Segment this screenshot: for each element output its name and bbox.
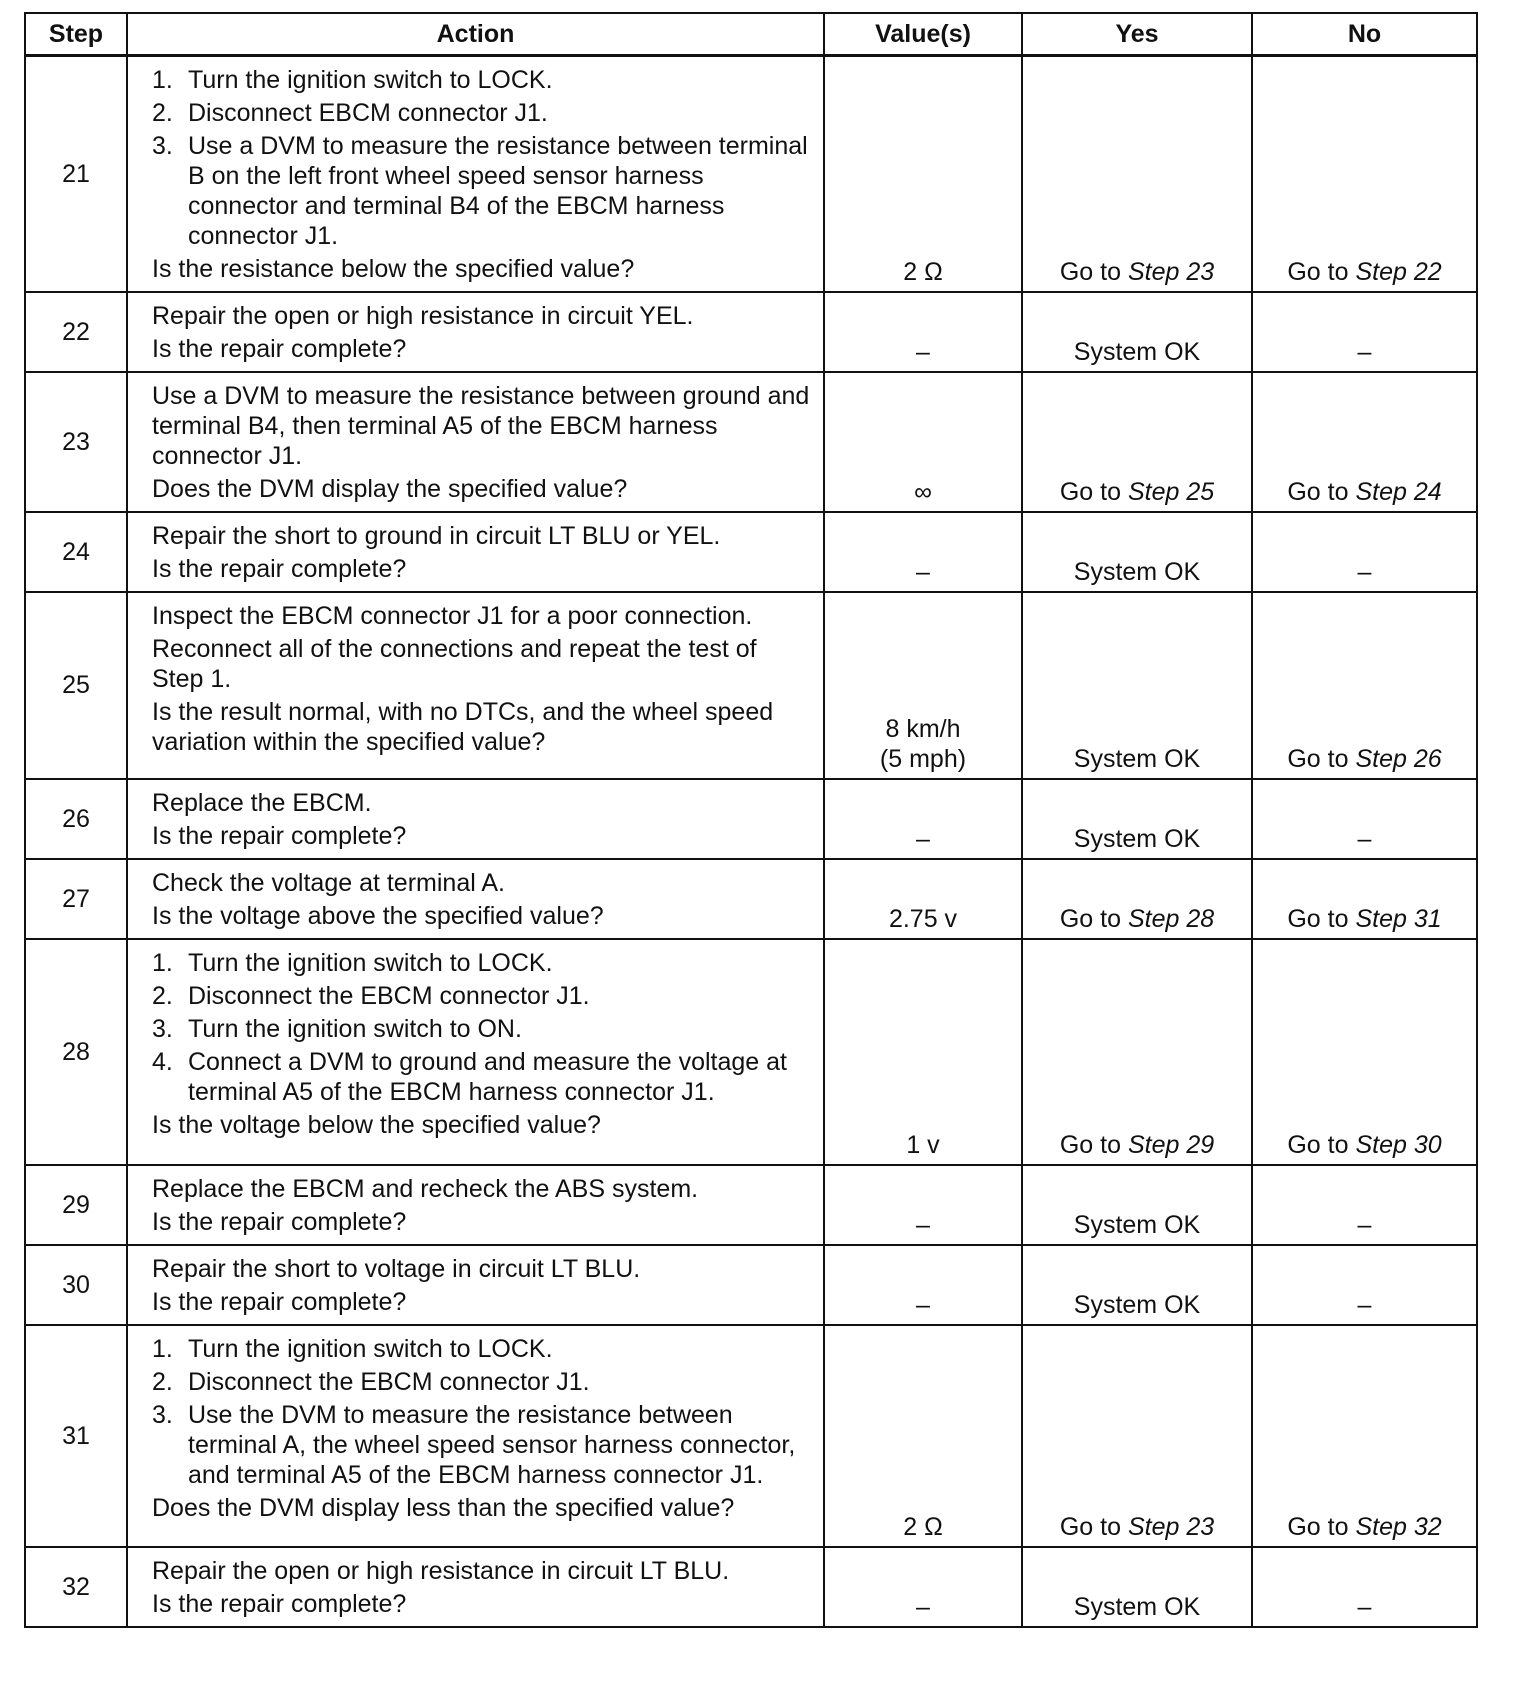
table-row — [25, 939, 1477, 1165]
action-step-text: Turn the ignition switch to ON. — [188, 1015, 522, 1043]
header-row — [25, 13, 1477, 56]
no-result-text: – — [1357, 558, 1372, 586]
step-number: 29 — [25, 1165, 127, 1245]
action-step — [152, 131, 813, 251]
table-row — [25, 859, 1477, 939]
step-number: 31 — [25, 1325, 127, 1547]
yes-target-step: Step 29 — [1127, 1131, 1215, 1159]
action-step-text: Use the DVM to measure the resistance between terminal A, the wheel speed sensor harness connector, and terminal A5 of the EBCM harness connector J1. — [188, 1401, 796, 1489]
action-step — [152, 981, 813, 1011]
action-cell — [127, 1165, 824, 1245]
action-step-text: Turn the ignition switch to LOCK. — [188, 1335, 553, 1363]
no-result-text: – — [1357, 1291, 1372, 1319]
action-question: Does the DVM display less than the specified value? — [152, 1494, 735, 1522]
no-target-step: Step 30 — [1355, 1131, 1442, 1159]
value-cell — [824, 1547, 1022, 1627]
action-text: Replace the EBCM. — [152, 789, 372, 817]
no-result-text: Go to — [1287, 258, 1349, 286]
no-result — [1252, 779, 1477, 859]
specified-value: 2 Ω — [903, 1513, 943, 1541]
action-cell — [127, 779, 824, 859]
action-step-number: 3. — [152, 132, 173, 160]
yes-result-text: Go to — [1059, 258, 1121, 286]
no-result — [1252, 372, 1477, 512]
specified-value: ∞ — [914, 478, 932, 506]
yes-result — [1022, 292, 1252, 372]
table-row — [25, 372, 1477, 512]
yes-result-text: Go to — [1059, 905, 1121, 933]
value-cell — [824, 1245, 1022, 1325]
no-result-text: Go to — [1287, 745, 1349, 773]
yes-target-step: Step 25 — [1127, 478, 1215, 506]
action-step-text: Turn the ignition switch to LOCK. — [188, 66, 553, 94]
specified-value: 1 v — [906, 1131, 940, 1159]
specified-value: – — [916, 1593, 930, 1621]
header-step: Step — [25, 13, 127, 56]
no-target-step: Step 32 — [1355, 1513, 1442, 1541]
diagnostic-table — [24, 12, 1478, 1628]
no-target-step: Step 22 — [1355, 258, 1442, 286]
no-result — [1252, 1245, 1477, 1325]
action-step — [152, 1400, 813, 1490]
yes-target-step: Step 23 — [1127, 1513, 1215, 1541]
value-cell — [824, 1165, 1022, 1245]
action-step — [152, 948, 813, 978]
yes-target-step: Step 23 — [1127, 258, 1215, 286]
no-result — [1252, 56, 1477, 293]
action-step-number: 1. — [152, 1335, 173, 1363]
action-text: Use a DVM to measure the resistance between ground and terminal B4, then terminal A5 of the EBCM harness connector J1. — [152, 382, 810, 470]
no-target-step: Step 26 — [1355, 745, 1442, 773]
action-question: Is the repair complete? — [152, 335, 407, 363]
action-cell — [127, 1325, 824, 1547]
no-result-text: Go to — [1287, 478, 1349, 506]
action-step-text: Disconnect EBCM connector J1. — [188, 99, 548, 127]
no-result-text: – — [1357, 825, 1372, 853]
action-cell — [127, 1547, 824, 1627]
action-step-number: 1. — [152, 66, 173, 94]
action-step-number: 4. — [152, 1048, 173, 1076]
action-text: Replace the EBCM and recheck the ABS system. — [152, 1175, 699, 1203]
action-cell — [127, 292, 824, 372]
specified-value: – — [916, 1291, 930, 1319]
action-text: Repair the short to ground in circuit LT BLU or YEL. — [152, 522, 721, 550]
header-no: No — [1252, 13, 1477, 56]
value-cell — [824, 1325, 1022, 1547]
action-step — [152, 65, 813, 95]
action-step-number: 2. — [152, 99, 173, 127]
no-result — [1252, 592, 1477, 779]
action-step-number: 3. — [152, 1015, 173, 1043]
yes-result-text: System OK — [1073, 1211, 1201, 1239]
step-number: 26 — [25, 779, 127, 859]
yes-result — [1022, 372, 1252, 512]
value-cell — [824, 512, 1022, 592]
action-step — [152, 1367, 813, 1397]
action-step-text: Disconnect the EBCM connector J1. — [188, 982, 590, 1010]
no-result — [1252, 512, 1477, 592]
specified-value: 8 km/h — [885, 715, 961, 743]
action-step — [152, 1334, 813, 1364]
table-row — [25, 779, 1477, 859]
yes-result — [1022, 592, 1252, 779]
no-result-text: – — [1357, 1211, 1372, 1239]
step-number: 22 — [25, 292, 127, 372]
yes-result-text: Go to — [1059, 1131, 1121, 1159]
yes-result-text: System OK — [1073, 558, 1201, 586]
specified-value: – — [916, 338, 930, 366]
table-row — [25, 592, 1477, 779]
action-step-number: 3. — [152, 1401, 173, 1429]
action-cell — [127, 512, 824, 592]
table-row — [25, 1547, 1477, 1627]
action-text: Repair the short to voltage in circuit LT BLU. — [152, 1255, 641, 1283]
table-row — [25, 1245, 1477, 1325]
no-result-text: Go to — [1287, 1131, 1349, 1159]
step-number: 32 — [25, 1547, 127, 1627]
action-cell — [127, 592, 824, 779]
no-target-step: Step 24 — [1355, 478, 1442, 506]
value-cell — [824, 779, 1022, 859]
yes-result-text: Go to — [1059, 478, 1121, 506]
action-question: Does the DVM display the specified value? — [152, 475, 628, 503]
action-text: Repair the open or high resistance in circuit YEL. — [152, 302, 694, 330]
value-cell — [824, 292, 1022, 372]
yes-result — [1022, 56, 1252, 293]
yes-result — [1022, 1325, 1252, 1547]
action-text: Inspect the EBCM connector J1 for a poor connection. — [152, 602, 753, 630]
step-number: 28 — [25, 939, 127, 1165]
yes-result — [1022, 1547, 1252, 1627]
yes-result-text: System OK — [1073, 825, 1201, 853]
action-step-number: 1. — [152, 949, 173, 977]
yes-target-step: Step 28 — [1127, 905, 1215, 933]
action-step — [152, 1014, 813, 1044]
no-result — [1252, 939, 1477, 1165]
yes-result — [1022, 939, 1252, 1165]
header-action: Action — [127, 13, 824, 56]
action-question: Is the result normal, with no DTCs, and the wheel speed variation within the specified value? — [152, 698, 774, 756]
action-text: Check the voltage at terminal A. — [152, 869, 505, 897]
value-cell — [824, 56, 1022, 293]
action-question: Is the resistance below the specified value? — [152, 255, 635, 283]
header-yes: Yes — [1022, 13, 1252, 56]
action-cell — [127, 56, 824, 293]
step-number: 21 — [25, 56, 127, 293]
no-result — [1252, 1547, 1477, 1627]
action-step-text: Use a DVM to measure the resistance between terminal B on the left front wheel speed sensor harness connector and terminal B4 of the EBCM harness connector J1. — [188, 132, 808, 250]
yes-result — [1022, 1245, 1252, 1325]
specified-value: – — [916, 1211, 930, 1239]
specified-value: (5 mph) — [879, 745, 967, 773]
yes-result-text: System OK — [1073, 1291, 1201, 1319]
header-values: Value(s) — [824, 13, 1022, 56]
no-result — [1252, 292, 1477, 372]
value-cell — [824, 939, 1022, 1165]
yes-result — [1022, 1165, 1252, 1245]
action-cell — [127, 939, 824, 1165]
action-step — [152, 98, 813, 128]
step-number: 24 — [25, 512, 127, 592]
yes-result — [1022, 779, 1252, 859]
value-cell — [824, 592, 1022, 779]
table-row — [25, 1325, 1477, 1547]
specified-value: – — [916, 825, 930, 853]
no-target-step: Step 31 — [1355, 905, 1442, 933]
no-result-text: Go to — [1287, 905, 1349, 933]
action-cell — [127, 859, 824, 939]
action-step — [152, 1047, 813, 1107]
value-cell — [824, 859, 1022, 939]
table-body — [25, 56, 1477, 1628]
action-step-text: Connect a DVM to ground and measure the voltage at terminal A5 of the EBCM harness connector J1. — [188, 1048, 787, 1106]
no-result-text: Go to — [1287, 1513, 1349, 1541]
specified-value: 2.75 v — [888, 905, 958, 933]
yes-result — [1022, 512, 1252, 592]
action-question: Is the repair complete? — [152, 1590, 407, 1618]
step-number: 27 — [25, 859, 127, 939]
action-step-text: Disconnect the EBCM connector J1. — [188, 1368, 590, 1396]
action-step-text: Turn the ignition switch to LOCK. — [188, 949, 553, 977]
no-result-text: – — [1357, 1593, 1372, 1621]
action-question: Is the repair complete? — [152, 822, 407, 850]
step-number: 25 — [25, 592, 127, 779]
table-row — [25, 56, 1477, 293]
action-question: Is the repair complete? — [152, 1288, 407, 1316]
action-steps-list — [152, 65, 813, 251]
action-question: Is the repair complete? — [152, 555, 407, 583]
table-row — [25, 292, 1477, 372]
action-step-number: 2. — [152, 1368, 173, 1396]
action-question: Is the repair complete? — [152, 1208, 407, 1236]
action-text: Repair the open or high resistance in circuit LT BLU. — [152, 1557, 730, 1585]
no-result — [1252, 1325, 1477, 1547]
action-steps-list — [152, 948, 813, 1107]
step-number: 30 — [25, 1245, 127, 1325]
table-row — [25, 1165, 1477, 1245]
action-question: Is the voltage below the specified value? — [152, 1111, 601, 1139]
yes-result-text: Go to — [1059, 1513, 1121, 1541]
action-cell — [127, 1245, 824, 1325]
yes-result — [1022, 859, 1252, 939]
yes-result-text: System OK — [1073, 1593, 1201, 1621]
action-cell — [127, 372, 824, 512]
yes-result-text: System OK — [1073, 338, 1201, 366]
step-number: 23 — [25, 372, 127, 512]
specified-value: – — [916, 558, 930, 586]
no-result — [1252, 859, 1477, 939]
action-text: Reconnect all of the connections and repeat the test of Step 1. — [152, 635, 757, 693]
no-result-text: – — [1357, 338, 1372, 366]
action-step-number: 2. — [152, 982, 173, 1010]
value-cell — [824, 372, 1022, 512]
no-result — [1252, 1165, 1477, 1245]
table-row — [25, 512, 1477, 592]
action-question: Is the voltage above the specified value? — [152, 902, 604, 930]
yes-result-text: System OK — [1073, 745, 1201, 773]
action-steps-list — [152, 1334, 813, 1490]
specified-value: 2 Ω — [903, 258, 943, 286]
